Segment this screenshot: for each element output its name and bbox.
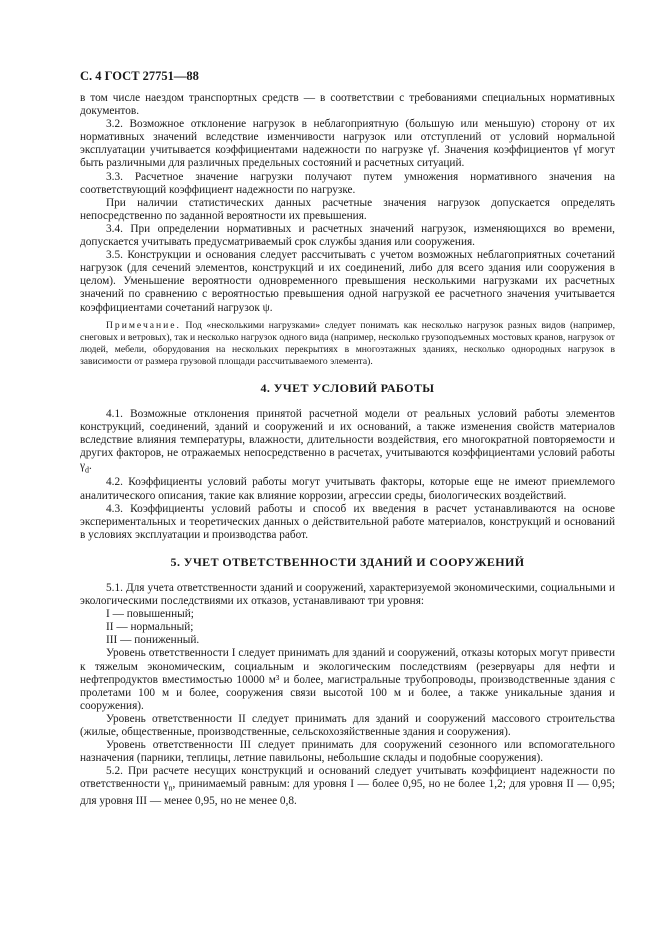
paragraph-level-3: Уровень ответственности III следует принимать для сооружений сезонного или вспомогательного назначения (парники, теплицы, летние павильоны, небольшие склады и подобные сооружения). bbox=[80, 739, 615, 765]
paragraph-3-4: 3.4. При определении нормативных и расчетных значений нагрузок, изменяющихся во времени, допускается учитывать предусматриваемый срок службы здания или сооружения. bbox=[80, 222, 615, 249]
paragraph-4-2: 4.2. Коэффициенты условий работы могут учитывать факторы, которые еще не имеют приемлемого аналитического описания, такие как влияние коррозии, агрессии среды, биологических воздействий. bbox=[80, 476, 615, 502]
page-header: С. 4 ГОСТ 27751—88 bbox=[80, 69, 199, 83]
paragraph-level-1: Уровень ответственности I следует принимать для зданий и сооружений, отказы которых могут привести к тяжелым экономическим, социальным и экологическим последствиям (резервуары для нефти и нефтепродуктов вместимостью 10000 м³ и более, магистральные трубопроводы, производственные здания с пролетами 100 м и более, сооружения связи высотой 100 м и более, а также уникальные здания и сооружения). bbox=[80, 647, 615, 712]
paragraph-4-3: 4.3. Коэффициенты условий работы и способ их введения в расчет устанавливаются на основе экспериментальных и теоретических данных о действительной работе материалов, конструкций и оснований в условиях эксплуатации и производства работ. bbox=[80, 502, 615, 541]
note-text: Под «несколькими нагрузками» следует понимать как несколько нагрузок разных видов (например, снеговых и ветровых), так и несколько нагрузок одного вида (например, несколько грузоподъемных мостовых кранов, нагрузок от людей, мебели, оборудования на нескольких перекрытиях в многоэтажных зданиях, несколько однородных нагрузок в зависимости от размера грузовой площади рассчитываемого элемента). bbox=[80, 319, 615, 367]
note-label: Примечание. bbox=[106, 319, 181, 331]
document-body bbox=[80, 92, 615, 808]
level-item: I — повышенный; bbox=[106, 608, 194, 621]
paragraph-4-1-text: 4.1. Возможные отклонения принятой расчетной модели от реальных условий работы элементов конструкций, соединений, зданий и сооружений и их оснований, а также изменения свойств материалов вследствие влияния температуры, влажности, длительности воздействия, его многократной повторяемости и других факторов, не отражаемых непосредственно в расчетах, учитываются коэффициентами условий работы γ bbox=[80, 407, 615, 473]
paragraph-4-1 bbox=[80, 408, 615, 477]
paragraph-statistics: При наличии статистических данных расчетные значения нагрузок допускается определять непосредственно по заданной вероятности их превышения. bbox=[80, 196, 615, 222]
paragraph-3-5: 3.5. Конструкции и основания следует рассчитывать с учетом возможных неблагоприятных сочетаний нагрузок (для сечений элементов, конструкций и их соединений, либо для всего здания или сооружения в целом). Уменьшение вероятности одновременного превышения несколькими нагрузками их расчетных значений по сравнению с вероятностью превышения одной нагрузкой ее расчетного значения учитывается коэффициентами сочетаний нагрузок ψ. bbox=[80, 249, 615, 314]
paragraph-level-2: Уровень ответственности II следует принимать для зданий и сооружений массового строительства (жилые, общественные, производственные, сельскохозяйственные здания и сооружения). bbox=[80, 712, 615, 738]
paragraph-4-1-end: . bbox=[89, 460, 92, 473]
paragraph-continuation: в том числе наездом транспортных средств — в соответствии с требованиями специальных нормативных документов. bbox=[80, 92, 615, 118]
section-5-title: 5. УЧЕТ ОТВЕТСТВЕННОСТИ ЗДАНИЙ И СООРУЖЕНИЙ bbox=[170, 554, 525, 569]
level-item: II — нормальный; bbox=[106, 621, 194, 634]
levels-list bbox=[80, 608, 615, 647]
paragraph-3-3: 3.3. Расчетное значение нагрузки получают путем умножения нормативного значения на соответствующий коэффициент надежности по нагрузке. bbox=[80, 170, 615, 196]
paragraph-5-2-text: 5.2. При расчете несущих конструкций и оснований следует учитывать коэффициент надежности по ответственности γ bbox=[80, 765, 615, 791]
paragraph-5-2 bbox=[80, 765, 615, 808]
paragraph-3-2: 3.2. Возможное отклонение нагрузок в неблагоприятную (большую или меньшую) сторону от их нормативных значений вследствие изменчивости нагрузок или отступлений от условий нормальной эксплуатации учитывается коэффициентами надежности по нагрузке γf. Значения коэффициентов γf могут быть различными для различных предельных состояний и расчетных ситуаций. bbox=[80, 118, 615, 170]
section-4-title: 4. УЧЕТ УСЛОВИЙ РАБОТЫ bbox=[260, 380, 435, 395]
level-item: III — пониженный. bbox=[106, 634, 200, 647]
paragraph-5-2-end: , принимаемый равным: для уровня I — более 0,95, но не более 1,2; для уровня II — 0,95; для уровня III — менее 0,95, но не менее 0,8. bbox=[80, 778, 615, 807]
gamma-n-subscript: n bbox=[168, 783, 173, 793]
gamma-d-subscript: d bbox=[85, 465, 89, 475]
note bbox=[80, 320, 615, 368]
paragraph-5-1: 5.1. Для учета ответственности зданий и сооружений, характеризуемой экономическими, социальными и экологическими последствиями их отказов, устанавливают три уровня: bbox=[80, 581, 615, 608]
